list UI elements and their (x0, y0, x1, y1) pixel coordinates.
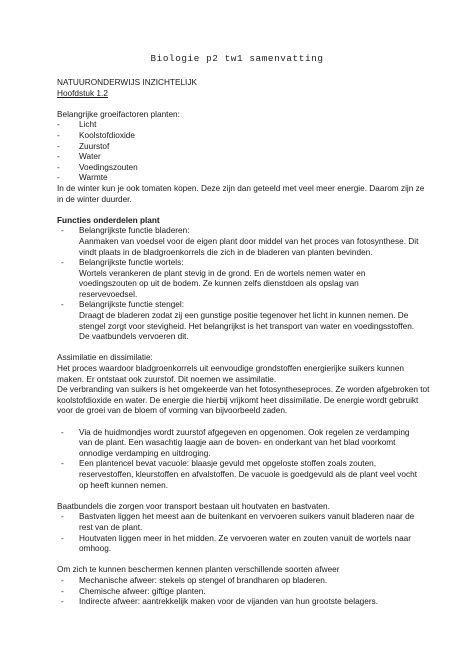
function-title: - Belangrijkste functie stengel: (79, 300, 185, 310)
vessels-heading: Baatbundels die zorgen voor transport bestaan uit houtvaten en bastvaten. (57, 501, 330, 511)
assimilation-text: maken. Er ontstaat ook zuurstof. Dit noemen we assimilatie. (57, 374, 277, 384)
list-item: - Indirecte afweer: aantrekkelijk maken voor de vijanden van hun grootste belagers. (57, 597, 419, 608)
list-item (57, 512, 419, 533)
defense-heading: Om zich te kunnen beschermen kennen planten verschillende soorten afweer (57, 565, 340, 575)
list-item: - Zuurstof (57, 142, 419, 153)
vessels-list (57, 512, 419, 554)
cell-fact-text: reservestoffen, kleurstoffen en afvalstoffen. De vacuole is goedgevuld als de plant veel vocht (79, 469, 418, 479)
list-item (57, 258, 419, 300)
list-item (57, 226, 419, 258)
list-item (57, 428, 419, 460)
function-text: vindt plaats in de bladgroenkorrels die zich in de bladeren van planten bevinden. (79, 247, 373, 257)
list-item: - Voedingszouten (57, 163, 419, 174)
cell-facts-list (57, 428, 419, 492)
vessel-text: - Bastvaten liggen het meest aan de buitenkant en vervoeren suikers vanuit bladeren naar de (79, 512, 415, 522)
winter-note: In de winter kun je ook tomaten kopen. Deze zijn dan geteeld met veel meer energie. Daarom zijn ze (57, 183, 425, 193)
growth-factor-list (57, 120, 419, 184)
cell-fact-text: - Via de huidmondjes wordt zuurstof afgegeven en opgenomen. Ook regelen ze verdamping (79, 427, 410, 437)
course-heading: NATUURONDERWIJS INZICHTELIJK (57, 78, 197, 87)
function-title: - Belangrijkste functie wortels: (79, 258, 184, 268)
list-item: - Chemische afweer: giftige planten. (57, 587, 419, 598)
list-item (57, 534, 419, 555)
vessel-text: - Houtvaten liggen meer in het midden. Ze vervoeren water en zouten vanuit de wortels naar (79, 533, 412, 543)
function-text: De vaatbundels vervoeren dit. (79, 332, 189, 342)
cell-fact-text: onnodige verdamping en uitdroging. (79, 448, 211, 458)
cell-fact-text: van de plant. Een wasachtig laagje aan de boven- en onderkant van het blad voorkomt (79, 438, 396, 448)
vessel-text: omhoog. (79, 544, 112, 554)
list-item (57, 459, 419, 491)
document-title: Biologie p2 tw1 samenvatting (150, 53, 324, 64)
list-item: - Koolstofdioxide (57, 131, 419, 142)
winter-note: in de winter duurder. (57, 194, 132, 204)
list-item: - Warmte (57, 173, 419, 184)
function-title: - Belangrijkste functie bladeren: (79, 226, 190, 236)
functions-list (57, 226, 419, 343)
assimilation-text: Het proces waardoor bladgroenkorrels uit eenvoudige grondstoffen energierijke suikers kunnen (57, 364, 405, 374)
assimilation-text: voor de groei van de bloem of vorming van bijvoorbeeld zaden. (57, 406, 288, 416)
function-text: stengel zorgt voor stevigheid. Het belangrijkst is het transport van water en voedingsstoffen. (79, 321, 415, 331)
functions-heading: Functies onderdelen plant (57, 215, 160, 225)
assimilation-text: koolstofdioxide en water. De energie die hierbij vrijkomt heet dissimilatie. De energie wordt gebruikt (57, 395, 419, 405)
cell-fact-text: op heeft kunnen nemen. (79, 480, 168, 490)
document-body (57, 78, 430, 608)
function-text: Aanmaken van voedsel voor de eigen plant door middel van het proces van fotosynthese. Dit (79, 236, 419, 246)
function-text: Wortels verankeren de plant stevig in de grond. En de wortels nemen water en (79, 268, 366, 278)
function-text: voedingszouten op uit de bodem. Ze kunnen zelfs dienstdoen als opslag van reservevoedsel. (79, 279, 359, 299)
list-item (57, 300, 419, 342)
function-text: Draagt de bladeren zodat zij een gunstige positie tegenover het licht in kunnen nemen. De (79, 311, 409, 321)
assimilation-heading: Assimilatie en dissimilatie: (57, 353, 153, 363)
list-item: - Licht (57, 120, 419, 131)
defense-list (57, 576, 419, 608)
vessel-text: rest van de plant. (79, 522, 143, 532)
list-item: - Mechanische afweer: stekels op stengel of brandharen op bladeren. (57, 576, 419, 587)
chapter-heading: Hoofdstuk 1.2 (57, 88, 108, 98)
growth-heading: Belangrijke groeifactoren planten: (57, 109, 180, 119)
assimilation-text: De verbranding van suikers is het omgekeerde van het fotosyntheseproces. Ze worden afgebroken tot (57, 385, 430, 395)
list-item: - Water (57, 152, 419, 163)
cell-fact-text: - Een plantencel bevat vacuole: blaasje gevuld met opgeloste stoffen zoals zouten, (79, 459, 377, 469)
